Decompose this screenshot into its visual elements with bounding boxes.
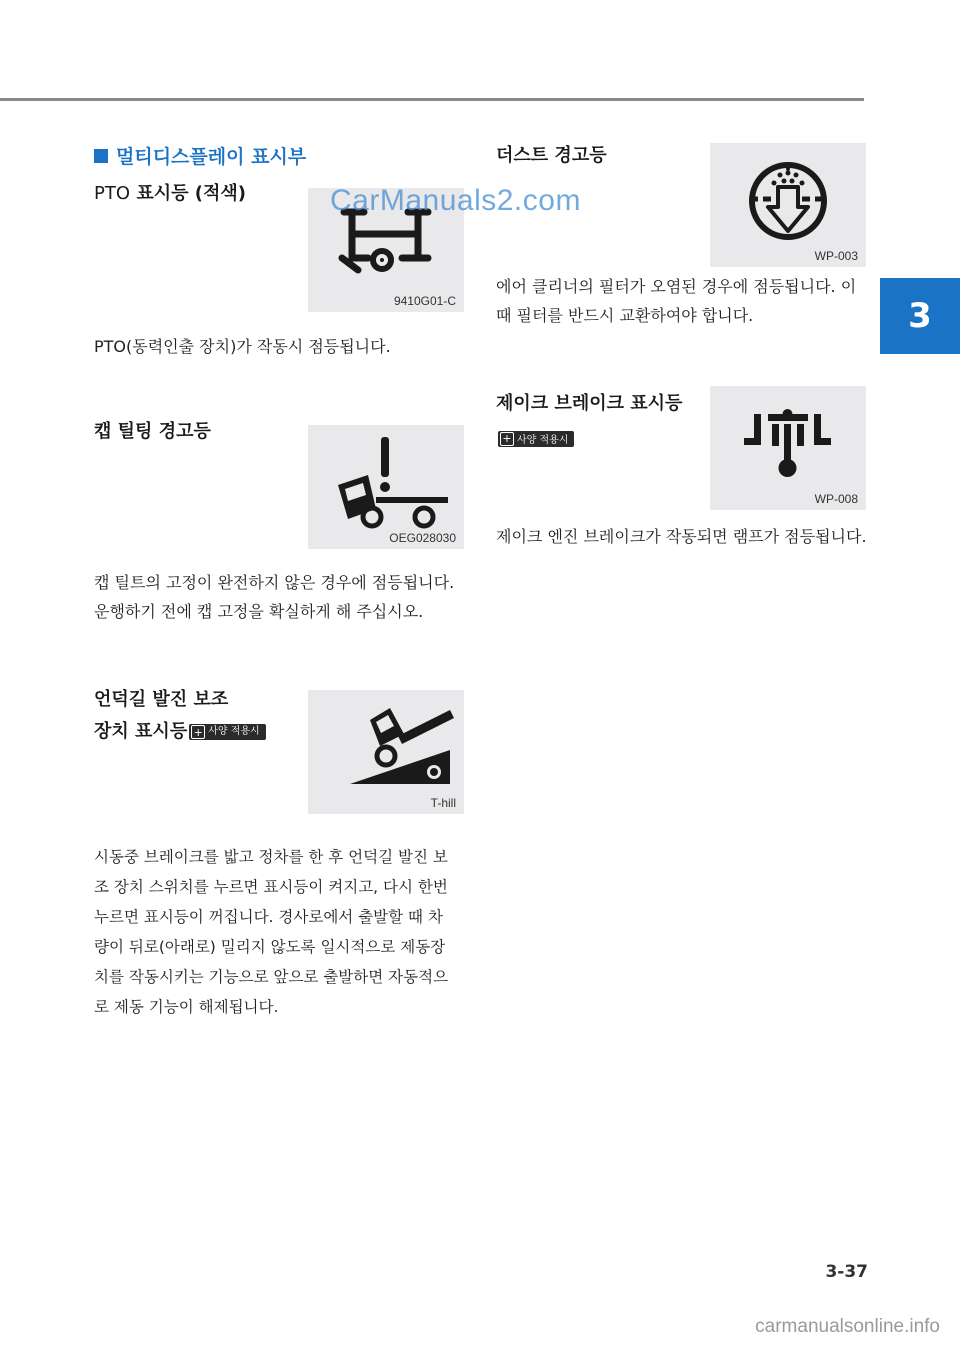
hill-assist-body-line: 조 장치 스위치를 누르면 표시등이 켜지고, 다시 한번 (94, 878, 448, 896)
hill-assist-body-line: 시동중 브레이크를 밟고 정차를 한 후 언덕길 발진 보 (94, 848, 448, 866)
cab-tilt-body-line-2: 운행하기 전에 캡 고정을 확실하게 해 주십시오. (94, 602, 424, 621)
pto-heading-prefix: PTO (94, 183, 131, 204)
section-title-text: 멀티디스플레이 표시부 (116, 146, 307, 168)
option-badge-label: 사양 적용시 (208, 726, 260, 737)
option-badge-label: 사양 적용시 (517, 435, 569, 446)
section-title (94, 142, 306, 169)
pto-heading-rest: 표시등 (적색) (136, 183, 246, 204)
hill-assist-heading-line-1: 언덕길 발진 보조 (94, 689, 229, 710)
jake-brake-image-caption: WP-008 (814, 492, 858, 506)
page-number: 3-37 (825, 1262, 868, 1282)
cab-tilt-heading: 캡 틸팅 경고등 (94, 421, 211, 442)
jake-option-badge-wrap (496, 428, 574, 447)
jake-brake-indicator-image (710, 386, 866, 510)
pto-image-caption: 9410G01-C (393, 294, 456, 308)
jake-brake-heading: 제이크 브레이크 표시등 (496, 393, 683, 414)
hill-assist-indicator-image (308, 690, 464, 814)
cab-tilt-indicator-image (308, 425, 464, 549)
dust-body (496, 272, 856, 330)
cab-tilt-body-line-1: 캡 틸트의 고정이 완전하지 않은 경우에 점등됩니다. (94, 573, 455, 592)
plus-icon: + (191, 725, 205, 739)
footer-site: carmanualsonline.info (755, 1316, 940, 1337)
jake-brake-body: 제이크 엔진 브레이크가 작동되면 램프가 점등됩니다. (496, 527, 867, 546)
plus-icon: + (500, 432, 514, 446)
option-badge (498, 431, 574, 447)
dust-body-line-2: 때 필터를 반드시 교환하여야 합니다. (496, 306, 754, 325)
hill-assist-body (94, 842, 466, 1022)
pto-body: PTO(동력인출 장치)가 작동시 점등됩니다. (94, 337, 391, 356)
hill-assist-heading-line-2-text: 장치 표시등 (94, 721, 188, 742)
dust-image-caption: WP-003 (814, 249, 858, 263)
cab-tilt-body (94, 568, 454, 626)
hill-assist-heading (94, 684, 266, 748)
hill-assist-image-caption: T-hill (430, 796, 456, 810)
hill-assist-body-line: 량이 뒤로(아래로) 밀리지 않도록 일시적으로 제동장 (94, 938, 446, 956)
pto-heading (94, 178, 246, 210)
chapter-tab[interactable]: 3 (880, 278, 960, 354)
watermark: CarManuals2.com (330, 184, 581, 217)
square-bullet-icon (94, 149, 108, 163)
dust-indicator-image (710, 143, 866, 267)
dust-body-line-1: 에어 클리너의 필터가 오염된 경우에 점등됩니다. 이 (496, 277, 857, 296)
hill-assist-body-line: 누르면 표시등이 꺼집니다. 경사로에서 출발할 때 차 (94, 908, 443, 926)
hill-assist-heading-line-2 (94, 716, 266, 748)
top-rule (0, 98, 864, 101)
cab-tilt-image-caption: OEG028030 (389, 531, 456, 545)
hill-assist-body-line: 로 제동 기능이 해제됩니다. (94, 998, 279, 1016)
hill-assist-body-line: 치를 작동시키는 기능으로 앞으로 출발하면 자동적으 (94, 968, 449, 986)
option-badge (189, 724, 265, 740)
dust-heading: 더스트 경고등 (496, 145, 607, 166)
